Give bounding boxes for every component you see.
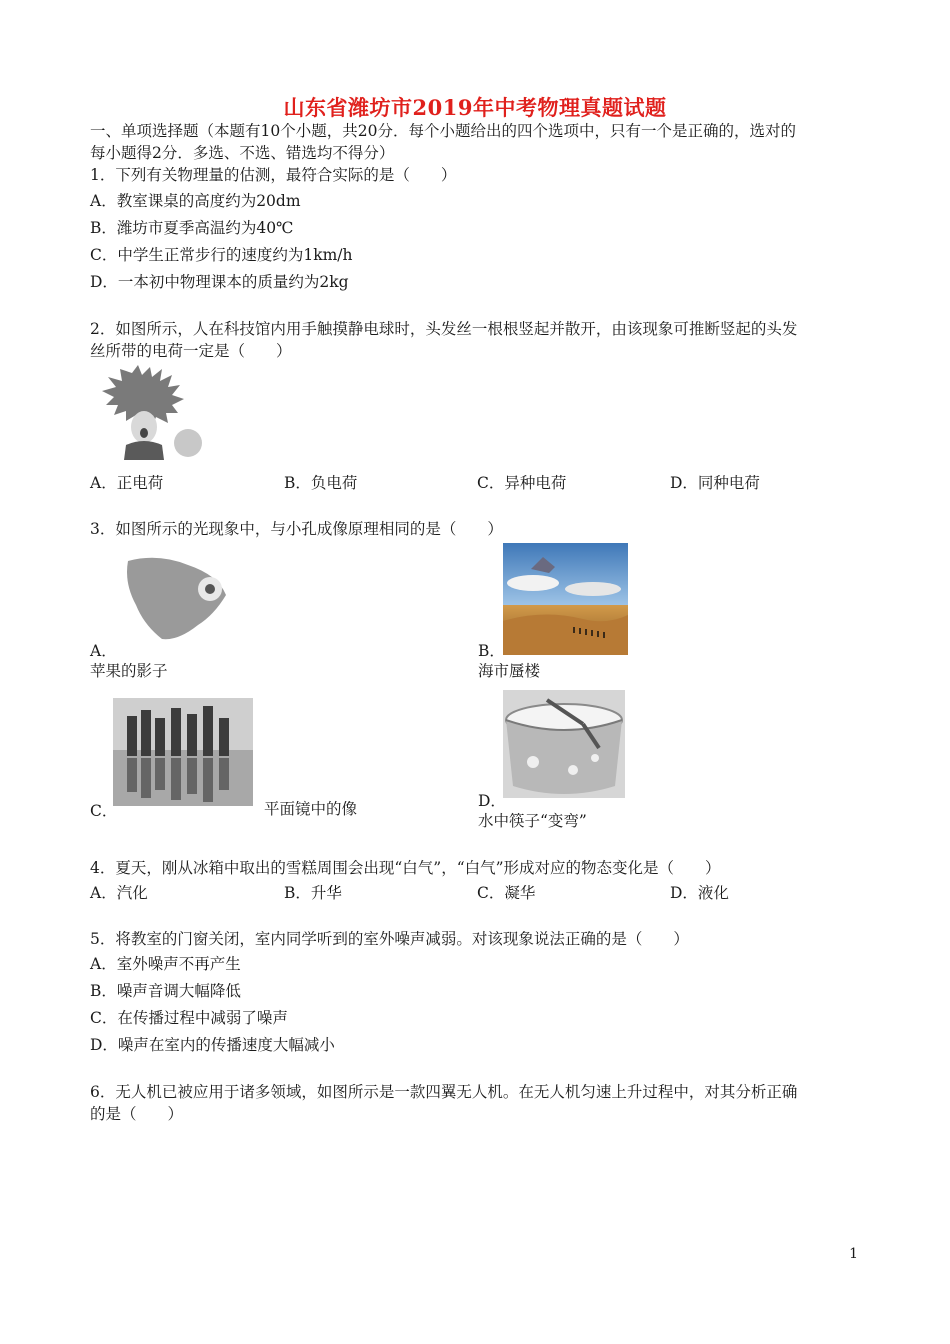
q4-option-b: B．升华 xyxy=(284,884,342,902)
q3-option-a-letter: A． xyxy=(90,642,117,660)
q2-stem-line1: 2．如图所示，人在科技馆内用手触摸静电球时，头发丝一根根竖起并散开，由该现象可推断竖起的头发 xyxy=(90,320,798,338)
page-number: 1 xyxy=(849,1246,858,1262)
q6-stem-line2: 的是（ ） xyxy=(90,1105,184,1123)
q4-stem: 4．夏天，刚从冰箱中取出的雪糕周围会出现“白气”，“白气”形成对应的物态变化是（ ） xyxy=(90,859,721,877)
q2-option-c: C．异种电荷 xyxy=(477,474,567,492)
q1-option-c: C．中学生正常步行的速度约为1km/h xyxy=(90,246,353,264)
q5-option-d: D．噪声在室内的传播速度大幅减小 xyxy=(90,1036,335,1054)
q2-option-d: D．同种电荷 xyxy=(670,474,760,492)
mirror-reflection-image xyxy=(113,698,253,806)
q2-stem-line2: 丝所带的电荷一定是（ ） xyxy=(90,342,292,360)
q1-option-b: B．潍坊市夏季高温约为40℃ xyxy=(90,219,294,237)
q3-stem: 3．如图所示的光现象中，与小孔成像原理相同的是（ ） xyxy=(90,520,503,538)
q3-option-b-letter: B． xyxy=(478,642,505,660)
q4-option-a: A．汽化 xyxy=(90,884,148,902)
q5-stem: 5．将教室的门窗关闭，室内同学听到的室外噪声减弱。对该现象说法正确的是（ ） xyxy=(90,930,689,948)
q6-stem-line1: 6．无人机已被应用于诸多领域，如图所示是一款四翼无人机。在无人机匀速上升过程中，对其分析正确 xyxy=(90,1083,798,1101)
q4-option-d: D．液化 xyxy=(670,884,729,902)
section-heading-line1: 一、单项选择题（本题有10个小题，共20分．每个小题给出的四个选项中，只有一个是正确的，选对的 xyxy=(90,122,796,140)
q5-option-c: C．在传播过程中减弱了噪声 xyxy=(90,1009,288,1027)
q5-option-b: B．噪声音调大幅降低 xyxy=(90,982,241,1000)
q2-option-b: B．负电荷 xyxy=(284,474,358,492)
q3-option-b-caption: 海市蜃楼 xyxy=(478,662,541,680)
q4-option-c: C．凝华 xyxy=(477,884,536,902)
chopsticks-in-water-image xyxy=(503,690,625,798)
q3-option-c-letter: C． xyxy=(90,802,118,820)
mirage-image xyxy=(503,543,628,655)
q3-option-c-caption: 平面镜中的像 xyxy=(264,800,358,818)
q2-option-a: A．正电荷 xyxy=(90,474,164,492)
page-title: 山东省潍坊市2019年中考物理真题试题 xyxy=(283,95,667,120)
q1-stem: 1．下列有关物理量的估测，最符合实际的是（ ） xyxy=(90,166,457,184)
q5-option-a: A．室外噪声不再产生 xyxy=(90,955,241,973)
apple-shadow-image xyxy=(118,555,238,645)
q1-option-d: D．一本初中物理课本的质量约为2kg xyxy=(90,273,349,291)
static-electricity-hair-image xyxy=(90,365,208,460)
section-heading-line2: 每小题得2分．多选、不选、错选均不得分） xyxy=(90,144,395,162)
q3-option-d-letter: D． xyxy=(478,792,506,810)
q3-option-d-caption: 水中筷子“变弯” xyxy=(478,812,587,830)
q1-option-a: A．教室课桌的高度约为20dm xyxy=(90,192,301,210)
q3-option-a-caption: 苹果的影子 xyxy=(90,662,168,680)
